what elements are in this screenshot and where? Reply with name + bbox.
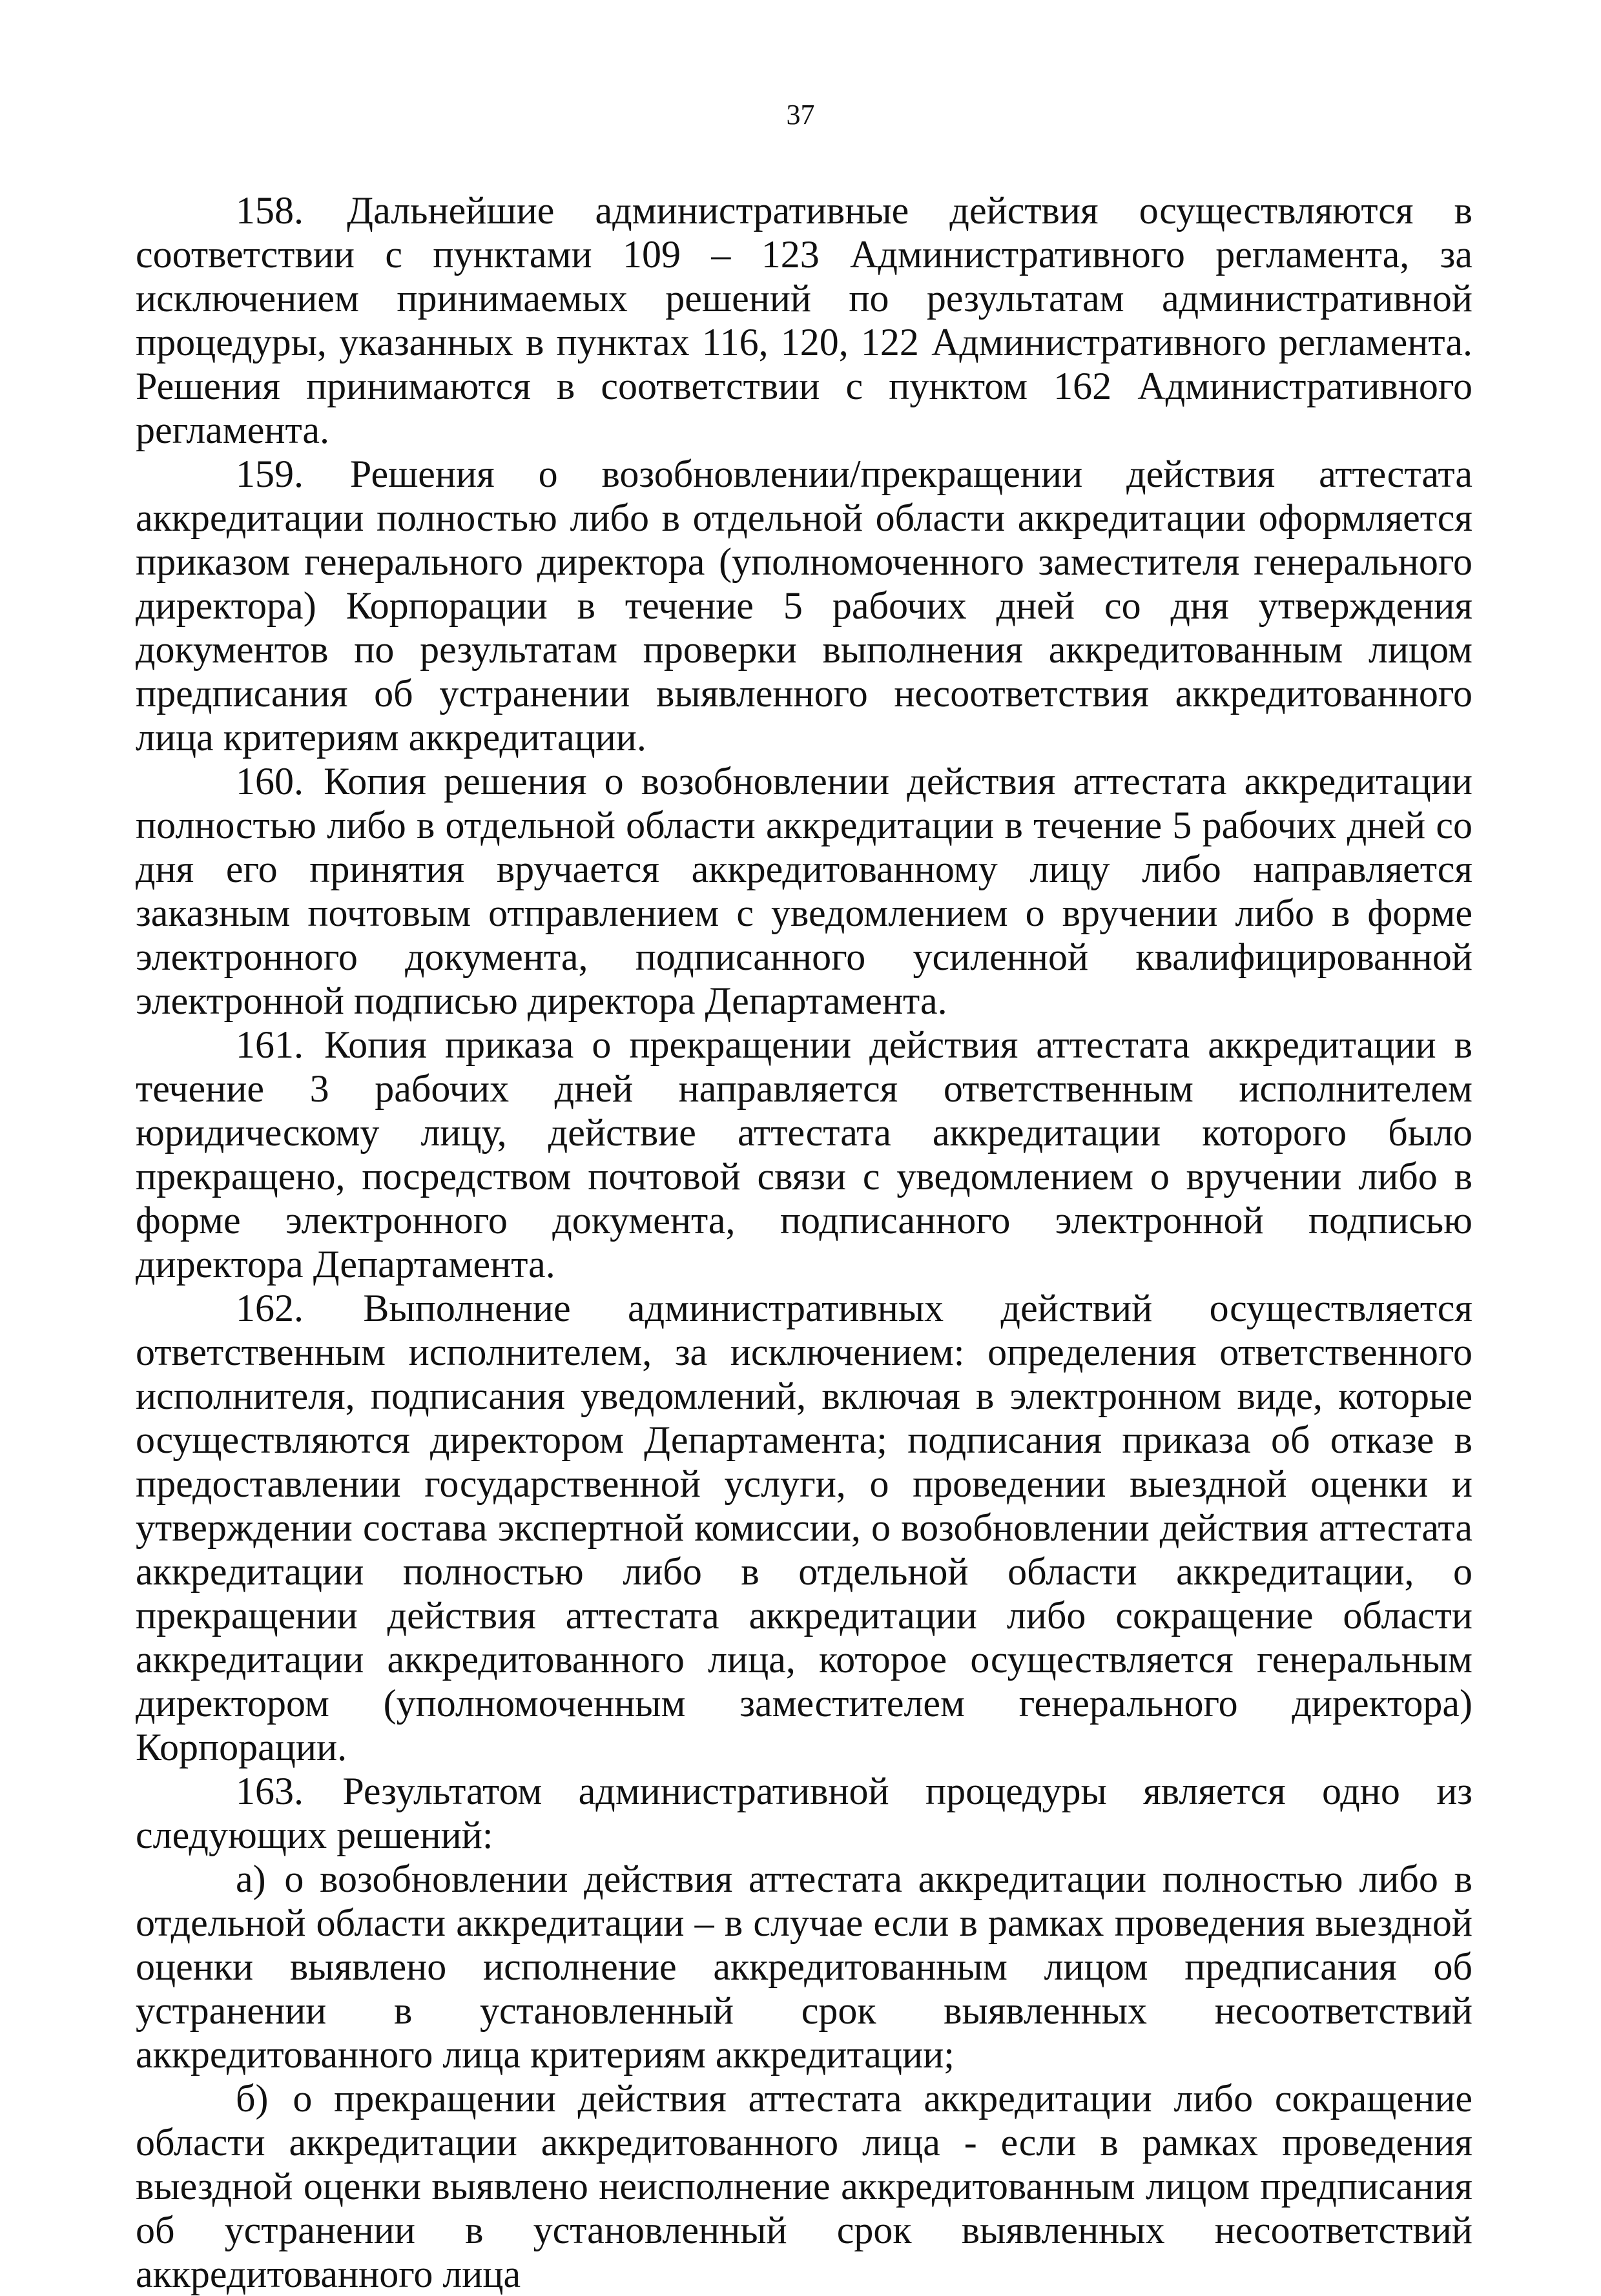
paragraph-162 <box>136 1286 1472 1769</box>
paragraph-160 <box>136 759 1472 1023</box>
subparagraph-letter: б) <box>236 2077 269 2120</box>
paragraph-text: Копия приказа о прекращении действия аттестата аккредитации в течение 3 рабочих дней направляется ответственным исполнителем юридическому лицу, действие аттестата аккредитации которого было прекращено, посредством почтовой связи с уведомлением о вручении либо в форме электронного документа, подписанного электронной подписью директора Департамента. <box>136 1023 1472 1286</box>
paragraph-text: о возобновлении действия аттестата аккредитации полностью либо в отдельной области аккредитации – в случае если в рамках проведения выездной оценки выявлено исполнение аккредитованным лицом предписания об устранении в установленный срок выявленных несоответствий аккредитованного лица критериям аккредитации; <box>136 1858 1472 2076</box>
document-body <box>136 189 1472 2296</box>
paragraph-text: Решения о возобновлении/прекращении действия аттестата аккредитации полностью либо в отдельной области аккредитации оформляется приказом генерального директора (уполномоченного заместителя генерального директора) Корпорации в течение 5 рабочих дней со дня утверждения документов по результатам проверки выполнения аккредитованным лицом предписания об устранении выявленного несоответствия аккредитованного лица критериям аккредитации. <box>136 453 1473 759</box>
subparagraph-a <box>136 1857 1472 2076</box>
paragraph-number: 159. <box>236 453 304 495</box>
paragraph-number: 163. <box>236 1770 304 1812</box>
paragraph-text: Дальнейшие административные действия осуществляются в соответствии с пунктами 109 – 123 Административного регламента, за исключением принимаемых решений по результатам административной процедуры, указанных в пунктах 116, 120, 122 Административного регламента. Решения принимаются в соответствии с пунктом 162 Административного регламента. <box>136 189 1472 451</box>
page-number: 37 <box>786 99 815 130</box>
subparagraph-letter: а) <box>236 1858 266 1900</box>
paragraph-159 <box>136 452 1472 759</box>
paragraph-158 <box>136 189 1472 452</box>
paragraph-number: 160. <box>236 760 304 803</box>
paragraph-161 <box>136 1023 1472 1286</box>
paragraph-number: 161. <box>236 1023 304 1066</box>
paragraph-text: о прекращении действия аттестата аккредитации либо сокращение области аккредитации аккредитованного лица - если в рамках проведения выездной оценки выявлено неисполнение аккредитованным лицом предписания об устранении в установленный срок выявленных несоответствий аккредитованного лица <box>136 2077 1472 2295</box>
paragraph-number: 158. <box>236 189 304 232</box>
paragraph-number: 162. <box>236 1287 304 1329</box>
subparagraph-b <box>136 2076 1472 2296</box>
paragraph-text: Результатом административной процедуры является одно из следующих решений: <box>136 1770 1473 1856</box>
paragraph-163 <box>136 1769 1472 1857</box>
paragraph-text: Выполнение административных действий осуществляется ответственным исполнителем, за исключением: определения ответственного исполнителя, подписания уведомлений, включая в электронном виде, которые осуществляются директором Департамента; подписания приказа об отказе в предоставлении государственной услуги, о проведении выездной оценки и утверждении состава экспертной комиссии, о возобновлении действия аттестата аккредитации полностью либо в отдельной области аккредитации, о прекращении действия аттестата аккредитации либо сокращение области аккредитации аккредитованного лица, которое осуществляется генеральным директором (уполномоченным заместителем генерального директора) Корпорации. <box>136 1287 1473 1768</box>
paragraph-text: Копия решения о возобновлении действия аттестата аккредитации полностью либо в отдельной области аккредитации в течение 5 рабочих дней со дня его принятия вручается аккредитованному лицу либо направляется заказным почтовым отправлением с уведомлением о вручении либо в форме электронного документа, подписанного усиленной квалифицированной электронной подписью директора Департамента. <box>136 760 1473 1022</box>
